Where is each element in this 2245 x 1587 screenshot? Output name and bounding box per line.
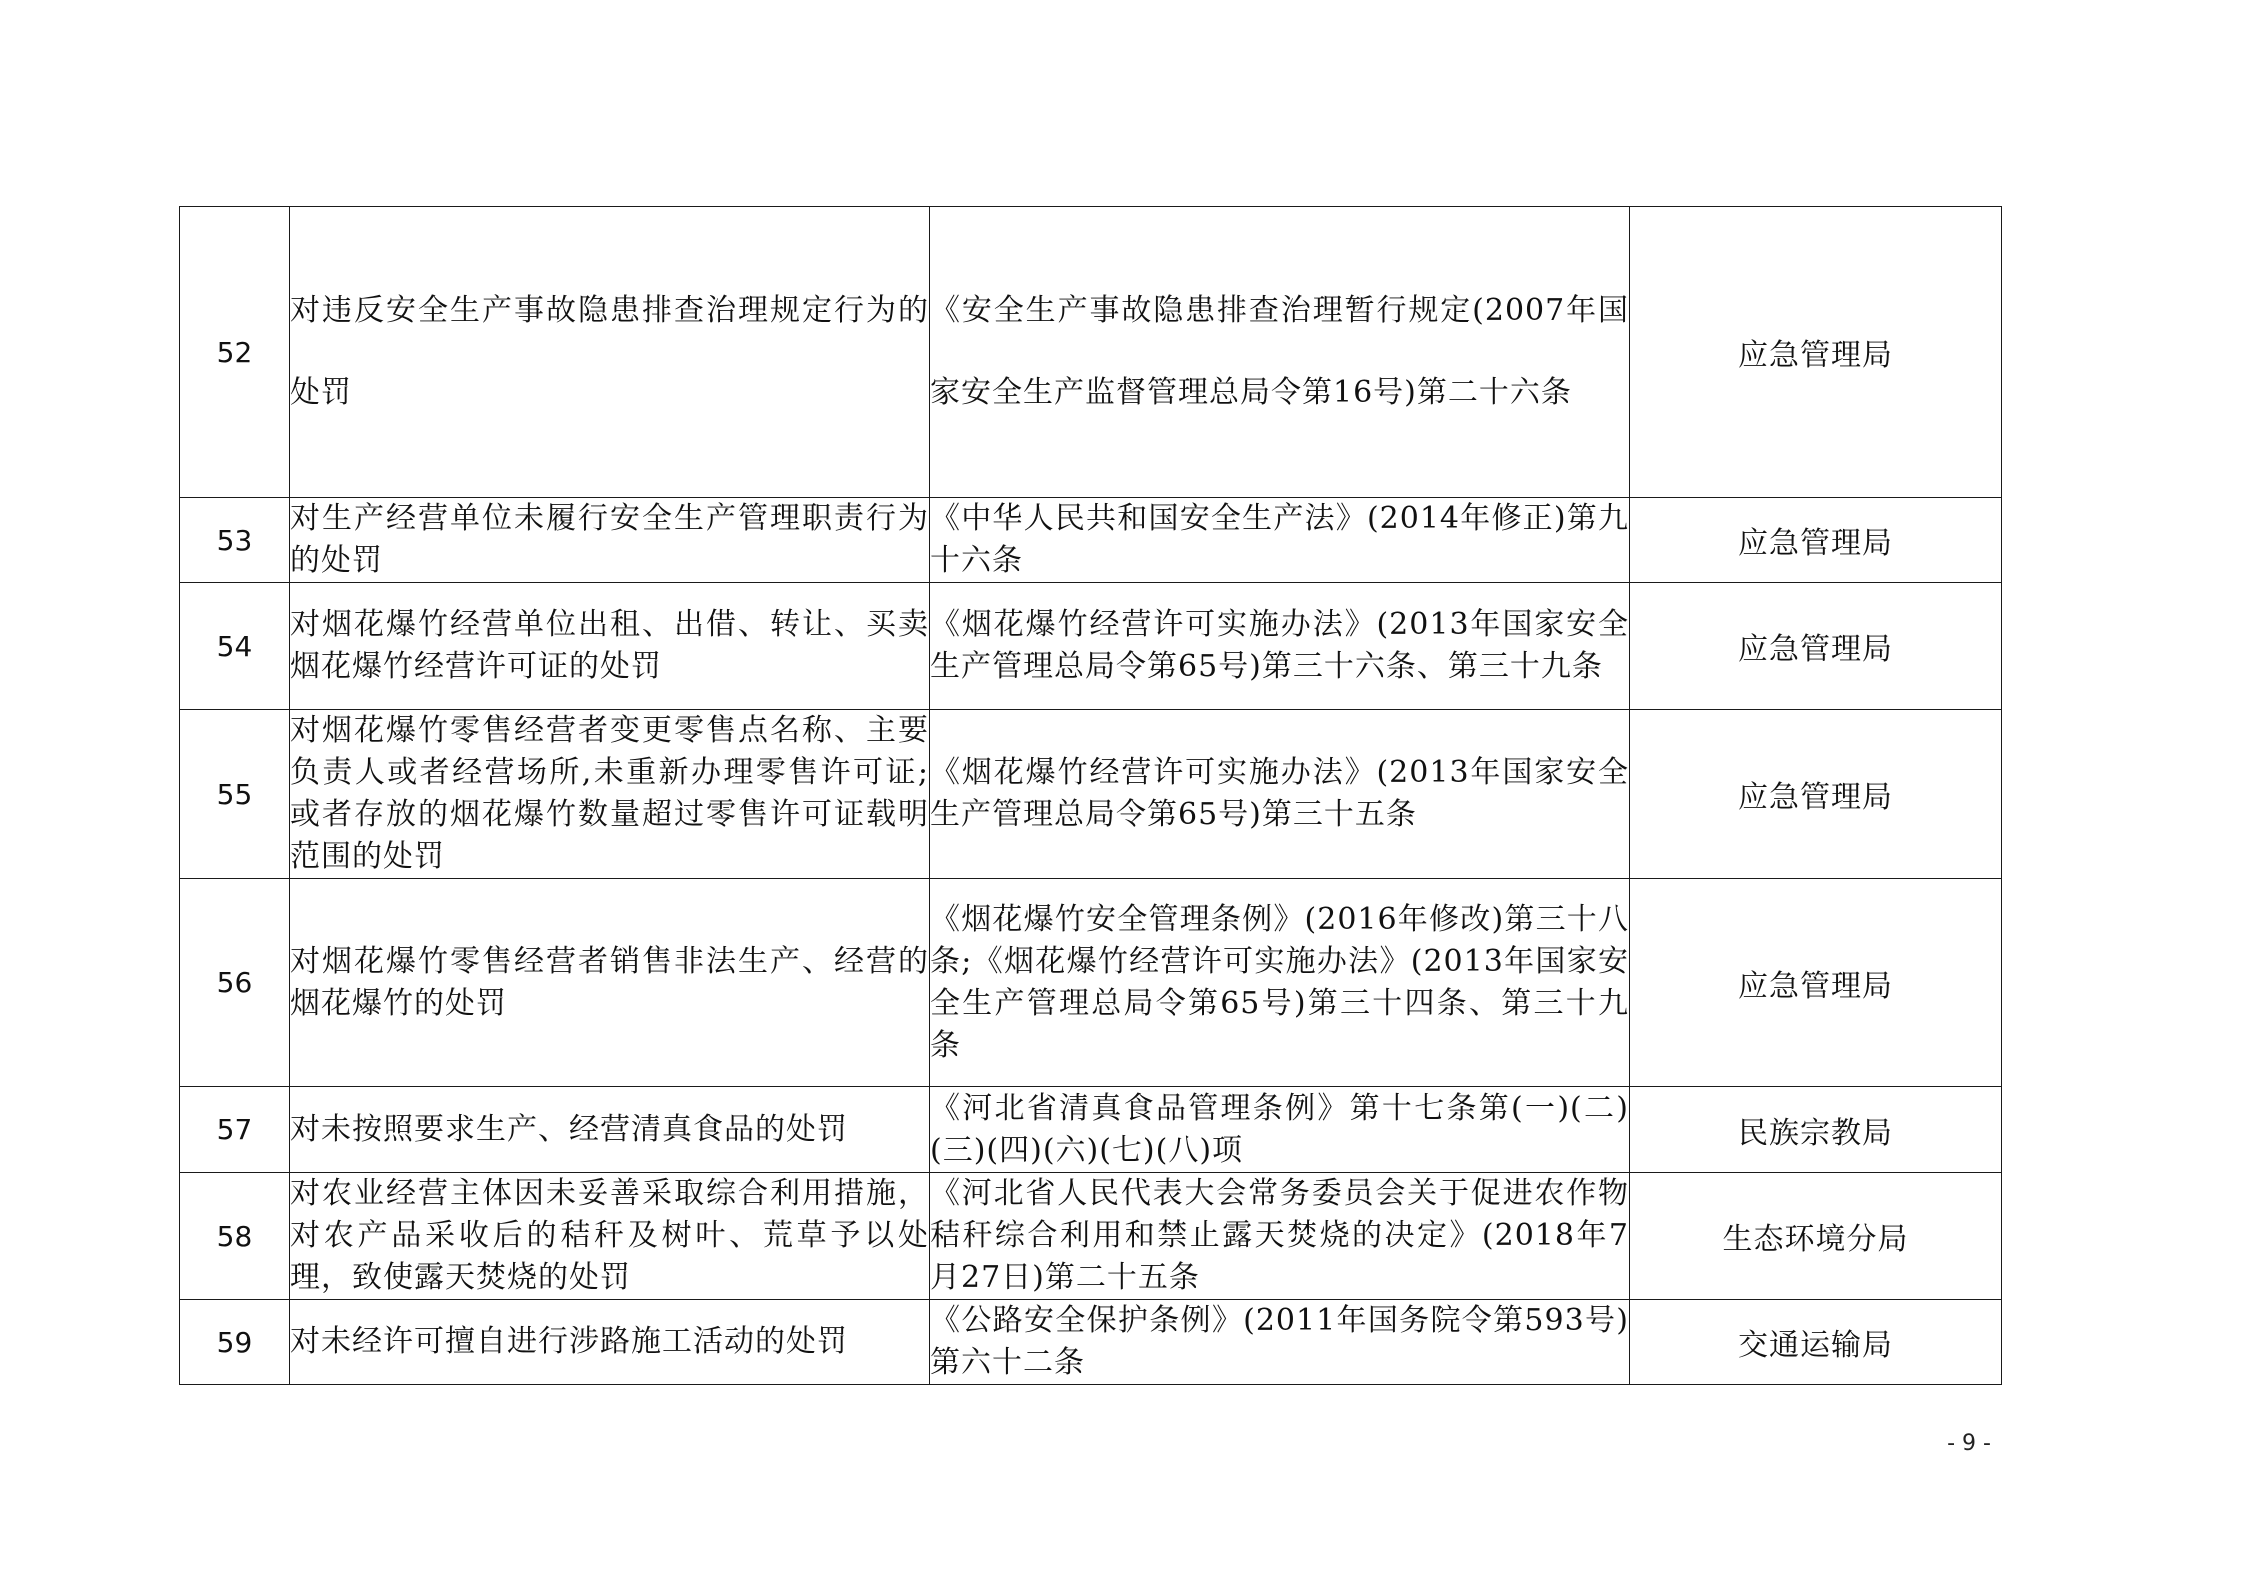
legal-basis: 《中华人民共和国安全生产法》(2014年修正)第九十六条	[930, 498, 1630, 583]
penalty-item: 对烟花爆竹经营单位出租、出借、转让、买卖烟花爆竹经营许可证的处罚	[290, 583, 930, 710]
table-row	[180, 583, 2002, 710]
row-number: 58	[180, 1173, 290, 1300]
legal-basis: 《烟花爆竹经营许可实施办法》(2013年国家安全生产管理总局令第65号)第三十五条	[930, 710, 1630, 879]
table-row	[180, 498, 2002, 583]
penalty-item: 对烟花爆竹零售经营者销售非法生产、经营的烟花爆竹的处罚	[290, 879, 930, 1087]
department: 民族宗教局	[1630, 1087, 2002, 1173]
department: 应急管理局	[1630, 879, 2002, 1087]
legal-basis: 《烟花爆竹安全管理条例》(2016年修改)第三十八条;《烟花爆竹经营许可实施办法》(2013年国家安全生产管理总局令第65号)第三十四条、第三十九条	[930, 879, 1630, 1087]
page-number: - 9 -	[1947, 1431, 1991, 1456]
penalty-item: 对未按照要求生产、经营清真食品的处罚	[290, 1087, 930, 1173]
table-row	[180, 1300, 2002, 1385]
table-row	[180, 207, 2002, 498]
legal-basis: 《公路安全保护条例》(2011年国务院令第593号)第六十二条	[930, 1300, 1630, 1385]
row-number: 52	[180, 207, 290, 498]
penalty-item: 对农业经营主体因未妥善采取综合利用措施，对农产品采收后的秸秆及树叶、荒草予以处理，致使露天焚烧的处罚	[290, 1173, 930, 1300]
row-number: 59	[180, 1300, 290, 1385]
penalty-item: 对烟花爆竹零售经营者变更零售点名称、主要负责人或者经营场所,未重新办理零售许可证;或者存放的烟花爆竹数量超过零售许可证载明范围的处罚	[290, 710, 930, 879]
legal-basis: 《河北省人民代表大会常务委员会关于促进农作物秸秆综合利用和禁止露天焚烧的决定》(2018年7月27日)第二十五条	[930, 1173, 1630, 1300]
legal-basis: 《烟花爆竹经营许可实施办法》(2013年国家安全生产管理总局令第65号)第三十六条、第三十九条	[930, 583, 1630, 710]
legal-basis: 《安全生产事故隐患排查治理暂行规定(2007年国家安全生产监督管理总局令第16号)第二十六条	[930, 207, 1630, 498]
department: 应急管理局	[1630, 498, 2002, 583]
department: 应急管理局	[1630, 710, 2002, 879]
penalty-item: 对生产经营单位未履行安全生产管理职责行为的处罚	[290, 498, 930, 583]
row-number: 57	[180, 1087, 290, 1173]
row-number: 53	[180, 498, 290, 583]
table-row	[180, 879, 2002, 1087]
department: 应急管理局	[1630, 583, 2002, 710]
department: 生态环境分局	[1630, 1173, 2002, 1300]
row-number: 55	[180, 710, 290, 879]
department: 应急管理局	[1630, 207, 2002, 498]
table-row	[180, 710, 2002, 879]
row-number: 56	[180, 879, 290, 1087]
penalty-item: 对未经许可擅自进行涉路施工活动的处罚	[290, 1300, 930, 1385]
table-row	[180, 1173, 2002, 1300]
penalty-item: 对违反安全生产事故隐患排查治理规定行为的处罚	[290, 207, 930, 498]
table-row	[180, 1087, 2002, 1173]
row-number: 54	[180, 583, 290, 710]
department: 交通运输局	[1630, 1300, 2002, 1385]
penalty-table	[179, 206, 2002, 1385]
legal-basis: 《河北省清真食品管理条例》第十七条第(一)(二)(三)(四)(六)(七)(八)项	[930, 1087, 1630, 1173]
